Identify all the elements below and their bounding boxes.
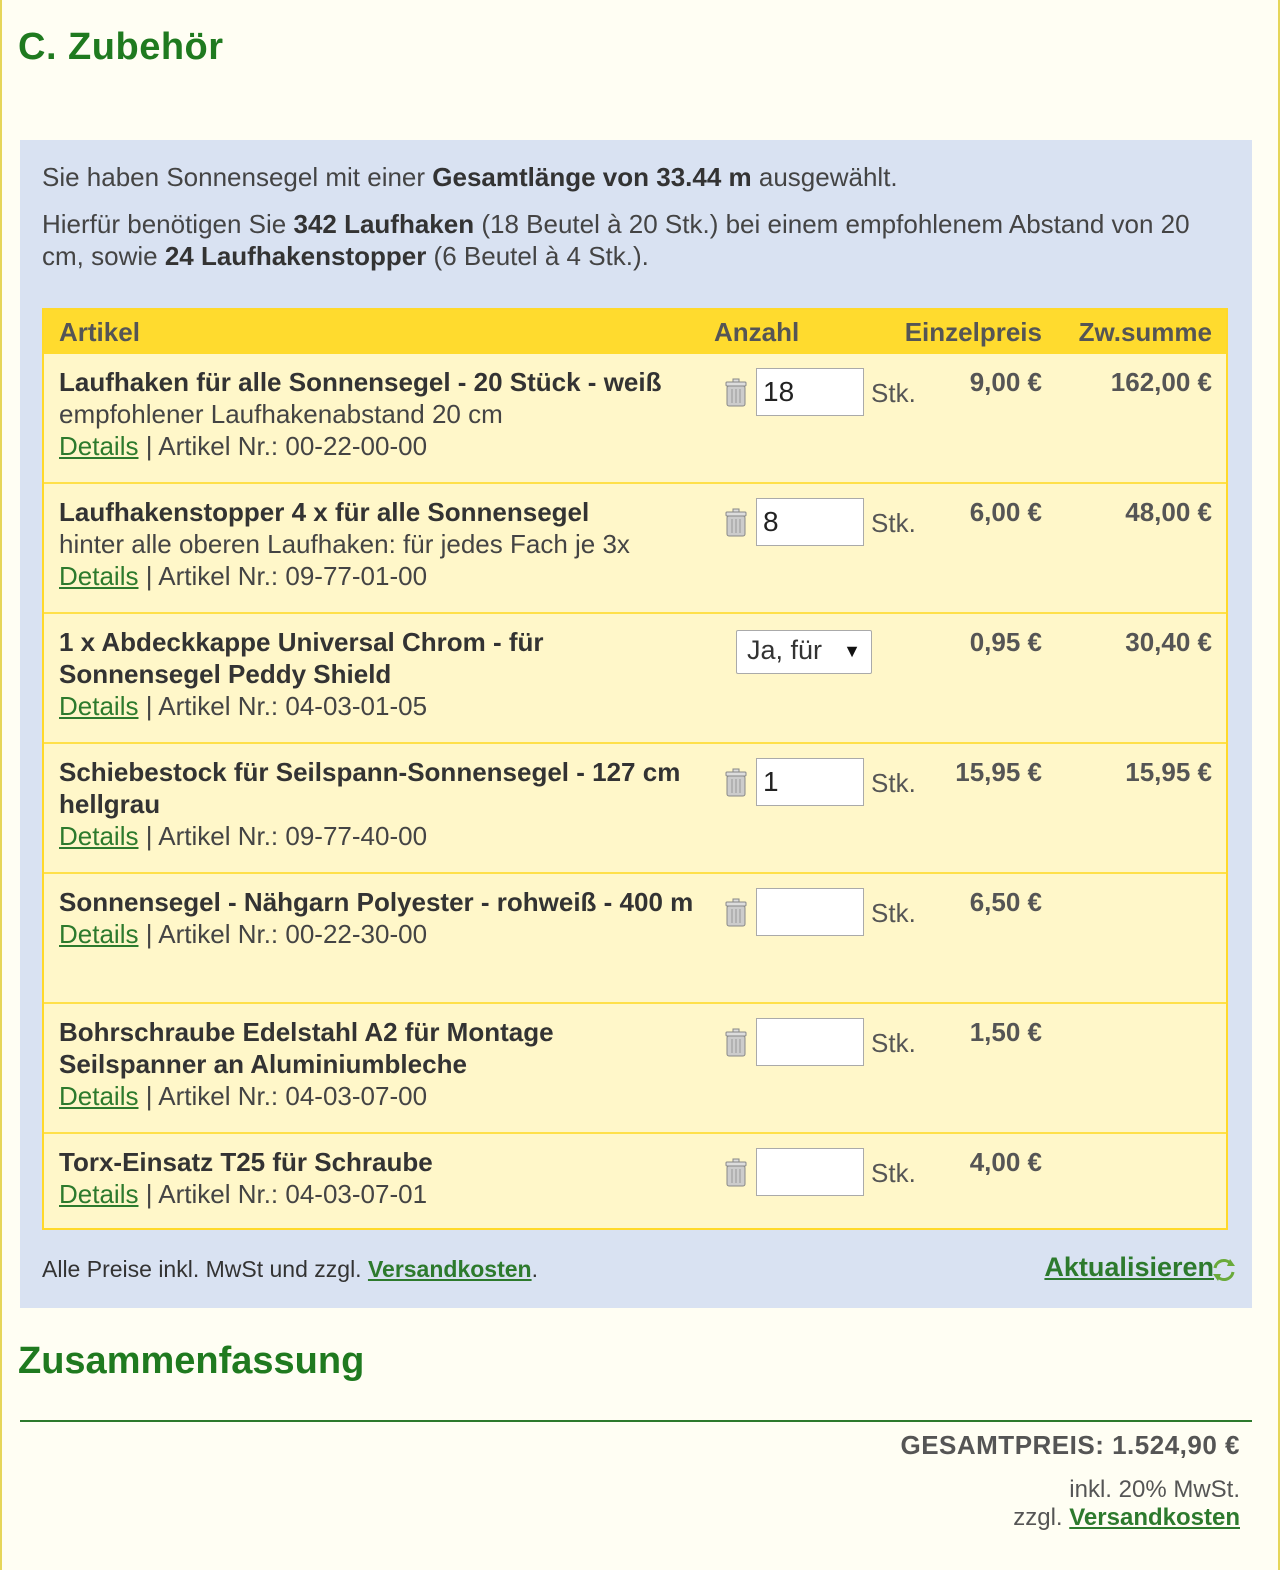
header-artikel: Artikel	[59, 317, 140, 347]
accessories-panel	[20, 140, 1252, 1308]
update-button[interactable]: Aktualisieren	[1044, 1252, 1214, 1282]
summary-title: Zusammenfassung	[18, 1340, 365, 1382]
article-name: Sonnensegel - Nähgarn Polyester - rohweiß - 400 m	[59, 887, 694, 917]
subtotal: 15,95 €	[1125, 757, 1212, 787]
table-header	[44, 310, 1226, 354]
details-link[interactable]: Details	[59, 919, 139, 949]
subtotal: 48,00 €	[1125, 497, 1212, 527]
details-link[interactable]: Details	[59, 691, 139, 721]
table-row	[44, 742, 1226, 872]
article-cell	[59, 756, 699, 852]
unit-label: Stk.	[871, 898, 916, 928]
intro-text-1: Sie haben Sonnensegel mit einer Gesamtlänge von 33.44 m ausgewählt.	[42, 162, 898, 192]
article-cell	[59, 1146, 699, 1210]
article-desc: empfohlener Laufhakenabstand 20 cm	[59, 399, 503, 429]
summary-shipping-link[interactable]: Versandkosten	[1069, 1504, 1240, 1531]
article-info	[59, 690, 699, 722]
details-link[interactable]: Details	[59, 561, 139, 591]
intro-text-2: Hierfür benötigen Sie 342 Laufhaken (18 Beutel à 20 Stk.) bei einem empfohlenem Abstand von 20 cm, sowie 24 Laufhakenstopper (6 Beutel à 4 Stk.).	[42, 209, 1190, 271]
unit-label: Stk.	[871, 768, 916, 798]
details-link[interactable]: Details	[59, 431, 139, 461]
details-link[interactable]: Details	[59, 821, 139, 851]
trash-icon[interactable]	[724, 768, 748, 798]
article-desc: hinter alle oberen Laufhaken: für jedes Fach je 3x	[59, 529, 630, 559]
quantity-input[interactable]	[756, 758, 864, 806]
article-cell	[59, 366, 699, 462]
article-cell	[59, 1016, 699, 1112]
divider	[20, 1420, 1252, 1422]
article-cell	[59, 496, 699, 592]
cap-select-value: Ja, für	[747, 635, 823, 665]
article-info	[59, 560, 699, 592]
article-name: Schiebestock für Seilspann-Sonnensegel - 127 cm hellgrau	[59, 757, 681, 819]
article-name: 1 x Abdeckkappe Universal Chrom - für Sonnensegel Peddy Shield	[59, 627, 544, 689]
article-cell	[59, 626, 699, 722]
article-number: | Artikel Nr.: 04-03-07-00	[138, 1081, 428, 1111]
trash-icon[interactable]	[724, 1158, 748, 1188]
chevron-down-icon: ▼	[843, 641, 861, 661]
unit-price: 0,95 €	[969, 627, 1042, 657]
subtotal: 30,40 €	[1125, 627, 1212, 657]
article-info	[59, 1080, 699, 1112]
table-row	[44, 354, 1226, 482]
article-number: | Artikel Nr.: 00-22-30-00	[138, 919, 428, 949]
header-zwsumme: Zw.summe	[1078, 317, 1212, 347]
table-row	[44, 482, 1226, 612]
article-name: Laufhakenstopper 4 x für alle Sonnensegel	[59, 497, 590, 527]
trash-icon[interactable]	[724, 508, 748, 538]
article-number: | Artikel Nr.: 09-77-40-00	[138, 821, 428, 851]
accessories-table	[42, 308, 1228, 1230]
article-name: Bohrschraube Edelstahl A2 für Montage Seilspanner an Aluminiumbleche	[59, 1017, 554, 1079]
tax-note: inkl. 20% MwSt.	[1069, 1476, 1240, 1503]
unit-label: Stk.	[871, 508, 916, 538]
article-number: | Artikel Nr.: 00-22-00-00	[138, 431, 428, 461]
quantity-input[interactable]	[756, 498, 864, 546]
table-row	[44, 872, 1226, 1002]
details-link[interactable]: Details	[59, 1081, 139, 1111]
unit-price: 6,00 €	[969, 497, 1042, 527]
price-footnote: Alle Preise inkl. MwSt und zzgl. Versandkosten.	[42, 1256, 538, 1282]
shipping-note: zzgl. Versandkosten	[1013, 1504, 1240, 1531]
unit-price: 4,00 €	[969, 1147, 1042, 1177]
article-number: | Artikel Nr.: 04-03-01-05	[138, 691, 428, 721]
article-name: Laufhaken für alle Sonnensegel - 20 Stück - weiß	[59, 367, 662, 397]
header-einzelpreis: Einzelpreis	[904, 317, 1042, 347]
cap-select[interactable]	[736, 630, 872, 674]
section-title: C. Zubehör	[18, 26, 224, 68]
unit-price: 15,95 €	[955, 757, 1042, 787]
article-info	[59, 1178, 699, 1210]
unit-price: 6,50 €	[969, 887, 1042, 917]
article-name: Torx-Einsatz T25 für Schraube	[59, 1147, 433, 1177]
unit-label: Stk.	[871, 1158, 916, 1188]
total-price: GESAMTPREIS: 1.524,90 €	[900, 1430, 1240, 1460]
table-row	[44, 1132, 1226, 1228]
article-number: | Artikel Nr.: 04-03-07-01	[138, 1179, 428, 1209]
article-number: | Artikel Nr.: 09-77-01-00	[138, 561, 428, 591]
quantity-input[interactable]	[756, 888, 864, 936]
table-row	[44, 1002, 1226, 1132]
shipping-link[interactable]: Versandkosten	[367, 1256, 532, 1282]
article-info	[59, 430, 699, 462]
details-link[interactable]: Details	[59, 1179, 139, 1209]
article-info	[59, 918, 699, 950]
unit-price: 9,00 €	[969, 367, 1042, 397]
unit-label: Stk.	[871, 378, 916, 408]
header-anzahl: Anzahl	[714, 317, 800, 347]
trash-icon[interactable]	[724, 378, 748, 408]
article-cell	[59, 886, 699, 950]
trash-icon[interactable]	[724, 1028, 748, 1058]
table-row	[44, 612, 1226, 742]
trash-icon[interactable]	[724, 898, 748, 928]
article-info	[59, 820, 699, 852]
quantity-input[interactable]	[756, 1148, 864, 1196]
quantity-input[interactable]	[756, 368, 864, 416]
unit-label: Stk.	[871, 1028, 916, 1058]
refresh-icon[interactable]	[1210, 1256, 1238, 1284]
subtotal: 162,00 €	[1110, 367, 1212, 397]
unit-price: 1,50 €	[969, 1017, 1042, 1047]
quantity-input[interactable]	[756, 1018, 864, 1066]
